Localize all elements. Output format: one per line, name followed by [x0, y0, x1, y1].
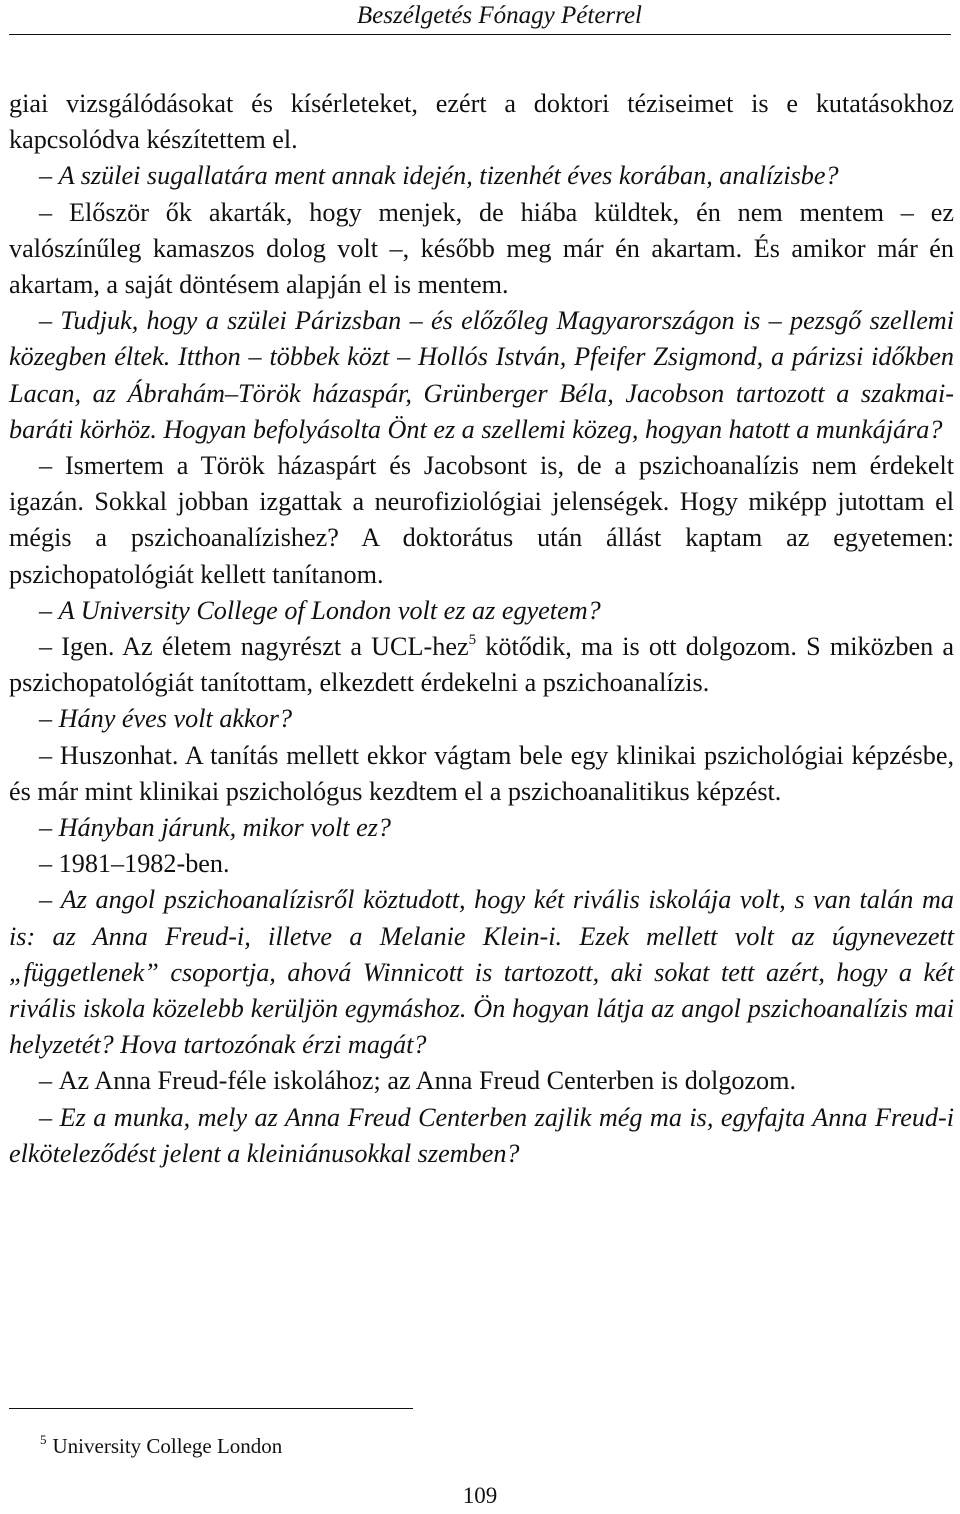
answer-text-before: Igen. Az életem nagyrészt a UCL-hez — [61, 632, 469, 662]
question-paragraph: – Tudjuk, hogy a szülei Párizsban – és előzőleg Magyarországon is – pezsgő szellemi közegben éltek. Itthon – többek közt – Hollós István, Pfeifer Zsigmond, a párizsi időkben Lacan, az Ábrahám–Török házaspár, Grünberger Béla, Jacobson tartozott a szakmai-baráti körhöz. Hogyan befolyásolta Önt ez a szellemi közeg, hogyan hatott a munkájára? — [9, 303, 954, 448]
header-rule — [9, 34, 951, 35]
question-paragraph: – Ez a munka, mely az Anna Freud Centerben zajlik még ma is, egyfajta Anna Freud-i elköteleződést jelent a kleiniánusokkal szemben? — [9, 1100, 954, 1172]
footnote-reference: 5 — [468, 632, 477, 649]
answer-paragraph: – 1981–1982-ben. — [9, 846, 954, 882]
paragraph: giai vizsgálódásokat és kísérleteket, ezért a doktori téziseimet is e kutatásokhoz kapcsolódva készítettem el. — [9, 89, 954, 155]
question-paragraph: – Hányban járunk, mikor volt ez? — [9, 810, 954, 846]
footnote-rule — [9, 1408, 413, 1409]
footnote-text: University College London — [52, 1434, 283, 1458]
footnote — [40, 1432, 282, 1460]
question-paragraph: – Hány éves volt akkor? — [9, 701, 954, 737]
question-paragraph: – Az angol pszichoanalízisről köztudott, hogy két rivális iskolája volt, s van talán ma is: az Anna Freud-i, illetve a Melanie Klein-i. Ezek mellett volt az úgynevezett „függetlenek” csoportja, ahová Winnicott is tartozott, aki sokat tett azért, hogy a két rivális iskola közelebb kerüljön egymáshoz. Ön hogyan látja az angol pszichoanalízis mai helyzetét? Hova tartozónak érzi magát? — [9, 882, 954, 1063]
answer-paragraph: – Először ők akarták, hogy menjek, de hiába küldtek, én nem mentem – ez valószínűleg kamaszos dolog volt –, később meg már én akartam. És amikor már én akartam, a saját döntésem alapján el is mentem. — [9, 195, 954, 304]
body-text — [9, 86, 954, 1172]
question-paragraph: – A University College of London volt ez az egyetem? — [9, 593, 954, 629]
answer-text-after: kötődik, ma is ott dolgozom. S miközben a pszichopatológiát tanítottam, elkezdett érdekelni a pszichoanalízis. — [9, 632, 954, 698]
answer-paragraph: – Az Anna Freud-féle iskolához; az Anna Freud Centerben is dolgozom. — [9, 1063, 954, 1099]
answer-paragraph: – Huszonhat. A tanítás mellett ekkor vágtam bele egy klinikai pszichológiai képzésbe, és már mint klinikai pszichológus kezdtem el a pszichoanalitikus képzést. — [9, 738, 954, 810]
running-header: Beszélgetés Fónagy Péterrel — [356, 2, 642, 29]
page-number: 109 — [462, 1483, 498, 1508]
question-paragraph: – A szülei sugallatára ment annak idején, tizenhét éves korában, analízisbe? — [9, 158, 954, 194]
footnote-number: 5 — [40, 1432, 47, 1447]
answer-paragraph — [9, 629, 954, 701]
answer-paragraph: – Ismertem a Török házaspárt és Jacobsont is, de a pszichoanalízis nem érdekelt igazán. Sokkal jobban izgattak a neurofiziológiai jelenségek. Hogy miképp jutottam el mégis a pszichoanalízishez? A doktorátus után állást kaptam az egyetemen: pszichopatológiát kellett tanítanom. — [9, 448, 954, 593]
